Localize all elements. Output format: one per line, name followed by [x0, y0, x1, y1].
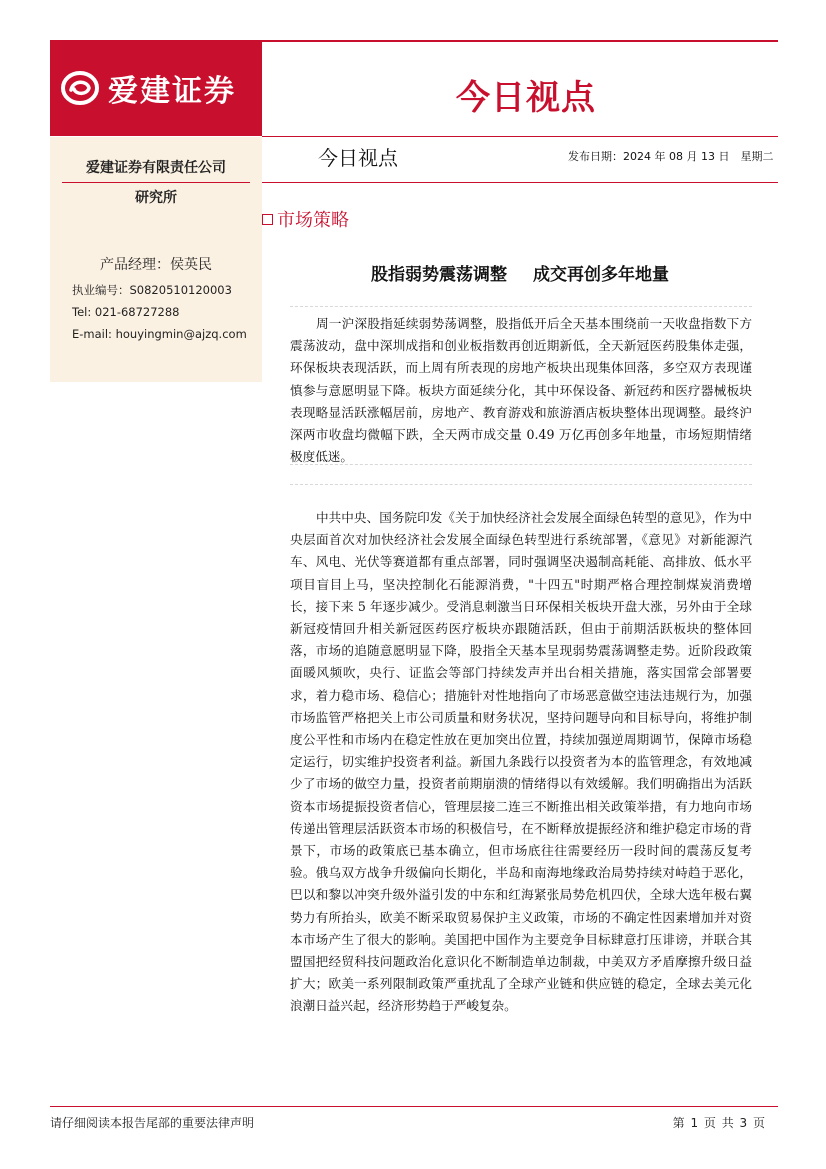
subheader-rule	[262, 182, 778, 183]
header-top-rule	[262, 40, 778, 42]
article-paragraph-2: 中共中央、国务院印发《关于加快经济社会发展全面绿色转型的意见》，作为中央层面首次对加快经济社会发展全面绿色转型进行系统部署，《意见》对新能源汽车、风电、光伏等赛道都有重点部署，同时强调坚决遏制高耗能、高排放、低水平项目盲目上马，坚决控制化石能源消费，"十四五"时期严格合理控制煤炭消费增长，接下来 5 年逐步减少。受消息刺激当日环保相关板块开盘大涨，另外由于全球新冠疫情回升相关新冠医药医疗板块亦跟随活跃，但由于前期活跃板块的整体回落，市场的追随意愿明显下降，股指全天基本呈现弱势震荡调整走势。近阶段政策面暖风频吹，央行、证监会等部门持续发声并出台相关措施，落实国常会部署要求，着力稳市场、稳信心；措施针对性地指向了市场恶意做空违法违规行为，加强市场监管严格把关上市公司质量和财务状况，坚持问题导向和目标导向，将维护制度公平性和市场内在稳定性放在更加突出位置，持续加强逆周期调节，保障市场稳定运行，切实维护投资者利益。新国九条践行以投资者为本的监管理念，有效地减少了市场的做空力量，投资者前期崩溃的情绪得以有效缓解。我们明确指出为活跃资本市场提振投资者信心，管理层接二连三不断推出相关政策举措，有力地向市场传递出管理层活跃资本市场的积极信号，在不断释放提振经济和维护稳定市场的背景下，市场的政策底已基本确立，但市场底往往需要经历一段时间的震荡反复考验。俄乌双方战争升级偏向长期化，半岛和南海地缘政治局势持续对峙趋于恶化，巴以和黎以冲突升级外溢引发的中东和红海紧张局势危机四伏，全球大选年极右翼势力有所抬头，欧美不断采取贸易保护主义政策，市场的不确定性因素增加并对资本市场产生了很大的影响。美国把中国作为主要竞争目标肆意打压诽谤，并联合其盟国把经贸科技问题政治化意识化不断制造单边制裁，中美双方矛盾摩擦升级日益扩大；欧美一系列限制政策严重扰乱了全球产业链和供应链的稳定，全球去美元化浪潮日益兴起，经济形势趋于严峻复杂。	[290, 510, 752, 1014]
headline-part-1: 股指弱势震荡调整	[371, 265, 507, 285]
article-paragraph-1: 周一沪深股指延续弱势荡调整，股指低开后全天基本围绕前一天收盘指数下方震荡波动，盘中深圳成指和创业板指数再创近期新低，全天新冠医药股集体走强，环保板块表现活跃，而上周有所表现的房地产板块出现集体回落，多空双方表现谨慎参与意愿明显下降。板块方面延续分化，其中环保设备、新冠药和医疗器械板块表现略显活跃涨幅居前，房地产、教育游戏和旅游酒店板块整体出现调整。最终沪深两市收盘均微幅下跌，全天两市成交量 0.49 万亿再创多年地量，市场短期情绪极度低迷。	[290, 316, 752, 465]
sidebar-license: 执业编号：S0820510120003	[72, 283, 232, 297]
report-subtitle: 今日视点	[318, 146, 398, 170]
checkbox-bullet-icon	[262, 214, 273, 225]
article-headline	[262, 260, 778, 285]
brand-logo	[50, 40, 262, 136]
paragraph-divider	[290, 464, 752, 465]
sidebar	[50, 137, 262, 382]
footer-rule	[50, 1106, 778, 1107]
sidebar-department: 研究所	[135, 190, 177, 206]
section-label: 市场策略	[277, 210, 349, 231]
section-heading	[262, 206, 349, 232]
sidebar-company: 爱建证券有限责任公司	[86, 160, 226, 176]
footer-disclaimer: 请仔细阅读本报告尾部的重要法律声明	[50, 1116, 255, 1130]
header-bottom-rule	[262, 136, 778, 137]
sidebar-tel: Tel: 021-68727288	[72, 305, 180, 319]
paragraph-divider	[290, 484, 752, 485]
sidebar-manager: 产品经理：侯英民	[100, 257, 212, 273]
sidebar-email: E-mail: houyingmin@ajzq.com	[72, 327, 247, 341]
brand-logo-icon	[60, 68, 100, 108]
page-title: 今日视点	[456, 78, 596, 118]
paragraph-divider	[290, 306, 752, 307]
sidebar-divider	[62, 182, 250, 183]
publish-date: 发布日期：2024 年 08 月 13 日 星期二	[568, 150, 774, 163]
brand-logo-text: 爱建证券	[108, 74, 236, 109]
page-number: 第 1 页 共 3 页	[672, 1116, 766, 1130]
headline-part-2: 成交再创多年地量	[533, 265, 669, 285]
